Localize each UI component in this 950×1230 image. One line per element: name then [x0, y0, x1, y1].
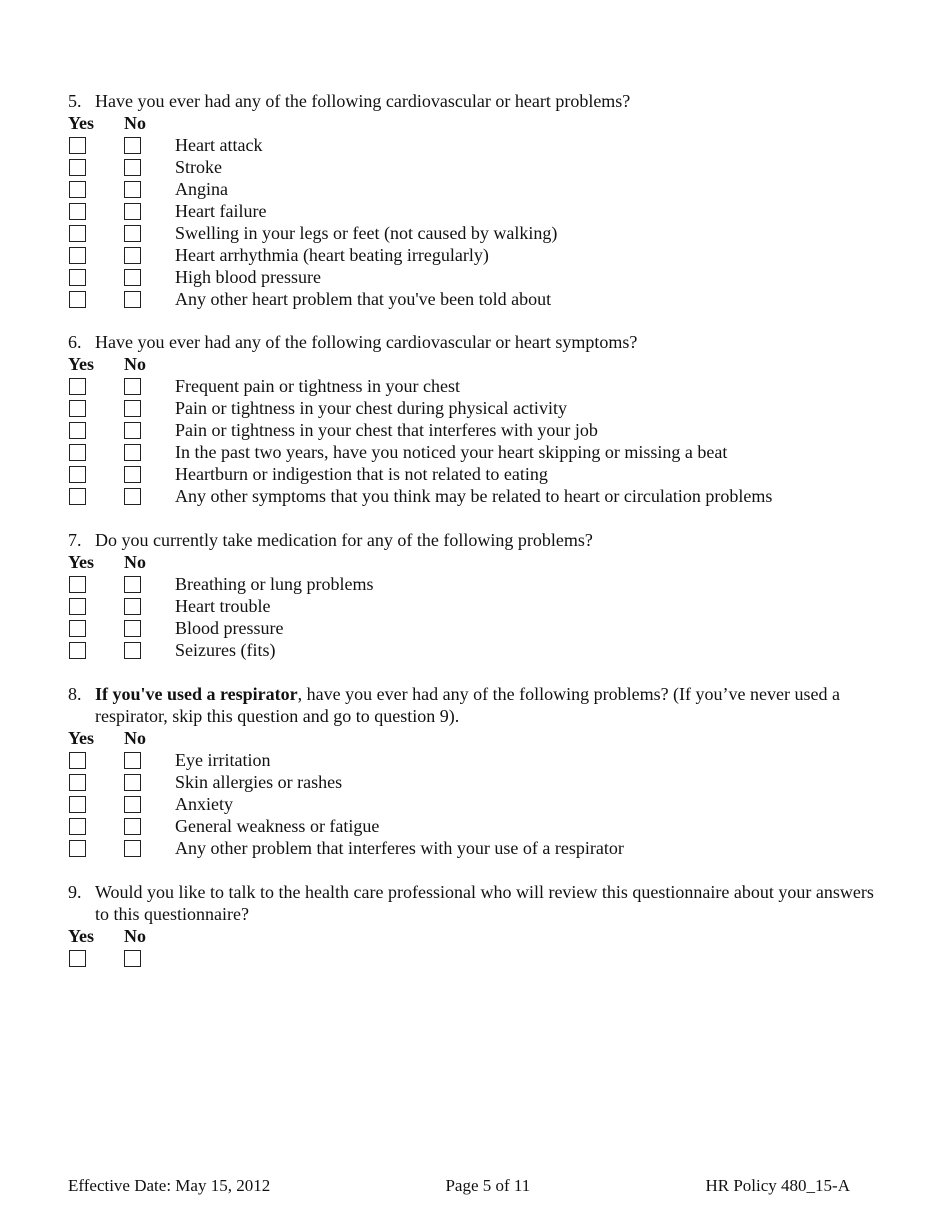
yes-no-header: [68, 551, 888, 573]
answer-row: [68, 837, 888, 859]
effective-date: Effective Date: May 15, 2012: [68, 1176, 271, 1195]
yes-checkbox[interactable]: [69, 818, 86, 835]
answer-label: Any other problem that interferes with your use of a respirator: [175, 838, 624, 858]
answer-row: [68, 244, 888, 266]
no-checkbox[interactable]: [124, 181, 141, 198]
yes-no-header: [68, 112, 888, 134]
no-label: No: [124, 728, 146, 748]
answer-label: Blood pressure: [175, 618, 284, 638]
answer-row: [68, 947, 888, 969]
answer-label: Breathing or lung problems: [175, 574, 374, 594]
question-number: 8.: [68, 684, 82, 704]
answer-row: [68, 485, 888, 507]
question-number: 7.: [68, 530, 82, 550]
answer-row: [68, 419, 888, 441]
question-number: 9.: [68, 882, 82, 902]
answer-row: [68, 441, 888, 463]
no-checkbox[interactable]: [124, 269, 141, 286]
answer-row: [68, 200, 888, 222]
yes-checkbox[interactable]: [69, 466, 86, 483]
yes-checkbox[interactable]: [69, 422, 86, 439]
question-text: Do you currently take medication for any of the following problems?: [95, 530, 593, 550]
answer-label: Angina: [175, 179, 228, 199]
answer-row: [68, 178, 888, 200]
answer-label: Heart arrhythmia (heart beating irregularly): [175, 245, 489, 265]
yes-label: Yes: [68, 113, 94, 133]
answer-label: Frequent pain or tightness in your chest: [175, 376, 460, 396]
yes-label: Yes: [68, 552, 94, 572]
answer-label: Any other heart problem that you've been told about: [175, 289, 552, 309]
yes-no-header: [68, 353, 888, 375]
question-6: [68, 331, 888, 507]
answer-row: [68, 222, 888, 244]
answer-label: Pain or tightness in your chest that interferes with your job: [175, 420, 598, 440]
question-text: Have you ever had any of the following cardiovascular or heart symptoms?: [95, 332, 638, 352]
no-checkbox[interactable]: [124, 422, 141, 439]
yes-checkbox[interactable]: [69, 444, 86, 461]
no-checkbox[interactable]: [124, 642, 141, 659]
question-text: [95, 683, 888, 727]
answer-label: Heart failure: [175, 201, 267, 221]
question-text: Would you like to talk to the health care professional who will review this questionnaire about your answers to this questionnaire?: [95, 882, 874, 924]
answer-label: General weakness or fatigue: [175, 816, 380, 836]
answer-label: In the past two years, have you noticed your heart skipping or missing a beat: [175, 442, 728, 462]
no-checkbox[interactable]: [124, 796, 141, 813]
yes-no-header: [68, 727, 888, 749]
answer-label: Any other symptoms that you think may be related to heart or circulation problems: [175, 486, 773, 506]
yes-checkbox[interactable]: [69, 137, 86, 154]
yes-checkbox[interactable]: [69, 576, 86, 593]
yes-checkbox[interactable]: [69, 291, 86, 308]
question-rest-text: , have you ever had any of the following problems? (If you’ve never used a respirator, skip this question and go to question 9).: [95, 684, 840, 726]
answer-row: [68, 771, 888, 793]
no-checkbox[interactable]: [124, 466, 141, 483]
question-9: [68, 881, 888, 969]
answer-row: [68, 375, 888, 397]
yes-checkbox[interactable]: [69, 840, 86, 857]
question-bold-text: If you've used a respirator: [95, 684, 298, 704]
answer-row: [68, 793, 888, 815]
yes-checkbox[interactable]: [69, 752, 86, 769]
yes-checkbox[interactable]: [69, 378, 86, 395]
yes-checkbox[interactable]: [69, 642, 86, 659]
answer-row: [68, 749, 888, 771]
question-5: [68, 90, 888, 310]
yes-checkbox[interactable]: [69, 620, 86, 637]
yes-checkbox[interactable]: [69, 203, 86, 220]
yes-checkbox[interactable]: [69, 950, 86, 967]
question-8: [68, 683, 888, 859]
yes-checkbox[interactable]: [69, 796, 86, 813]
no-checkbox[interactable]: [124, 818, 141, 835]
yes-checkbox[interactable]: [69, 598, 86, 615]
question-7: [68, 529, 888, 661]
no-checkbox[interactable]: [124, 598, 141, 615]
no-checkbox[interactable]: [124, 203, 141, 220]
policy-number: HR Policy 480_15-A: [705, 1176, 850, 1195]
question-text: Have you ever had any of the following cardiovascular or heart problems?: [95, 91, 631, 111]
answer-label: Swelling in your legs or feet (not caused by walking): [175, 223, 558, 243]
question-number: 5.: [68, 91, 82, 111]
yes-label: Yes: [68, 926, 94, 946]
no-checkbox[interactable]: [124, 247, 141, 264]
answer-label: Heart attack: [175, 135, 263, 155]
yes-checkbox[interactable]: [69, 181, 86, 198]
answer-row: [68, 288, 888, 310]
answer-label: Anxiety: [175, 794, 233, 814]
yes-checkbox[interactable]: [69, 159, 86, 176]
yes-checkbox[interactable]: [69, 225, 86, 242]
no-checkbox[interactable]: [124, 137, 141, 154]
answer-label: Eye irritation: [175, 750, 271, 770]
no-checkbox[interactable]: [124, 444, 141, 461]
yes-checkbox[interactable]: [69, 247, 86, 264]
answer-row: [68, 595, 888, 617]
question-number: 6.: [68, 332, 82, 352]
answer-row: [68, 134, 888, 156]
yes-checkbox[interactable]: [69, 269, 86, 286]
yes-label: Yes: [68, 354, 94, 374]
no-checkbox[interactable]: [124, 291, 141, 308]
no-label: No: [124, 113, 146, 133]
no-label: No: [124, 926, 146, 946]
no-checkbox[interactable]: [124, 950, 141, 967]
answer-row: [68, 617, 888, 639]
answer-row: [68, 156, 888, 178]
answer-row: [68, 815, 888, 837]
answer-label: High blood pressure: [175, 267, 321, 287]
yes-label: Yes: [68, 728, 94, 748]
answer-label: Skin allergies or rashes: [175, 772, 343, 792]
yes-no-header: [68, 925, 888, 947]
no-checkbox[interactable]: [124, 774, 141, 791]
answer-label: Heartburn or indigestion that is not related to eating: [175, 464, 548, 484]
yes-checkbox[interactable]: [69, 774, 86, 791]
no-checkbox[interactable]: [124, 752, 141, 769]
no-checkbox[interactable]: [124, 159, 141, 176]
answer-label: Stroke: [175, 157, 222, 177]
no-label: No: [124, 354, 146, 374]
answer-row: [68, 573, 888, 595]
no-checkbox[interactable]: [124, 840, 141, 857]
page-footer: [68, 1176, 850, 1196]
answer-row: [68, 463, 888, 485]
no-checkbox[interactable]: [124, 488, 141, 505]
no-checkbox[interactable]: [124, 225, 141, 242]
yes-checkbox[interactable]: [69, 488, 86, 505]
no-checkbox[interactable]: [124, 620, 141, 637]
answer-label: Pain or tightness in your chest during physical activity: [175, 398, 567, 418]
answer-label: Seizures (fits): [175, 640, 276, 660]
answer-row: [68, 639, 888, 661]
yes-checkbox[interactable]: [69, 400, 86, 417]
no-checkbox[interactable]: [124, 576, 141, 593]
page-number: Page 5 of 11: [445, 1176, 531, 1195]
no-checkbox[interactable]: [124, 400, 141, 417]
answer-row: [68, 266, 888, 288]
answer-label: Heart trouble: [175, 596, 271, 616]
answer-row: [68, 397, 888, 419]
no-label: No: [124, 552, 146, 572]
no-checkbox[interactable]: [124, 378, 141, 395]
